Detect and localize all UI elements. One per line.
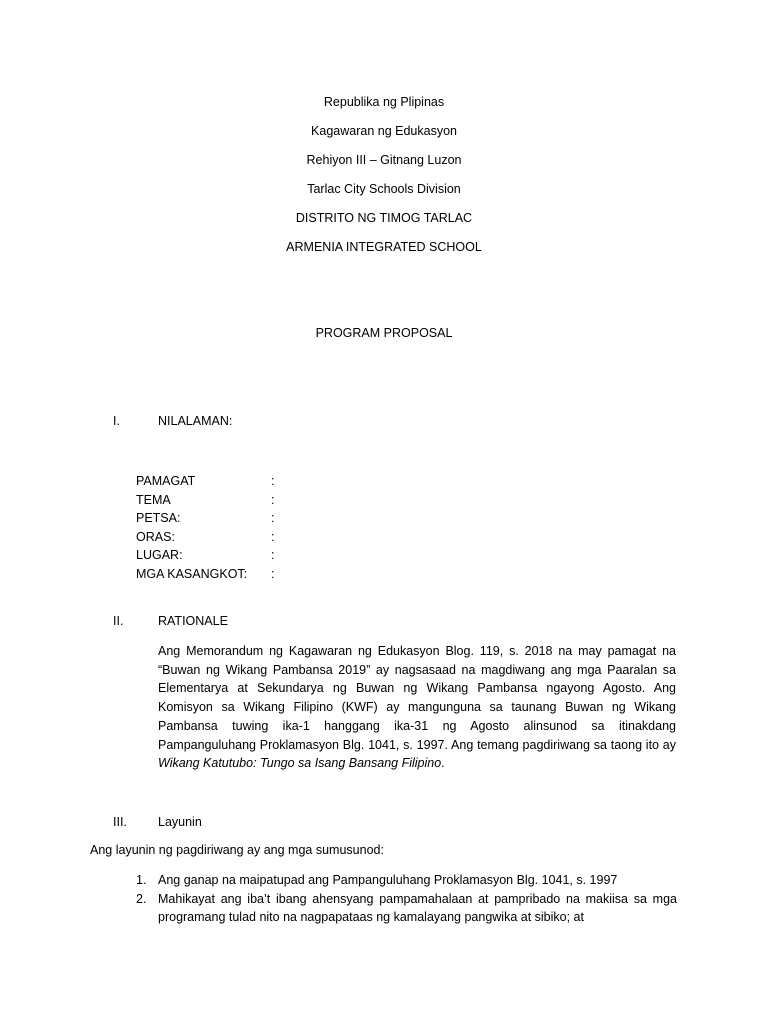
section-2-number: II. (113, 614, 124, 628)
rationale-body: Ang Memorandum ng Kagawaran ng Edukasyon Blog. 119, s. 2018 na may pamagat na “Buwan ng Wikang Pambansa 2019” ay nagsasaad na magdiwang ang mga Paaralan sa Elementarya at Sekundarya ng Buwan ng Wikang Pambansa ngayong Agosto. Ang Komisyon sa Wikang Filipino (KWF) ay mangunguna sa taunang Buwan ng Wikang Pambansa tuwing ika-1 hanggang ika-31 ng Agosto alinsunod sa itinakdang Pampanguluhang Proklamasyon Blg. 1041, s. 1997. Ang temang pagdiriwang sa taong ito ay (158, 644, 676, 752)
rationale-theme: Wikang Katutubo: Tungo sa Isang Bansang Filipino (158, 756, 442, 771)
header-school: ARMENIA INTEGRATED SCHOOL (286, 240, 482, 254)
list-item (136, 871, 677, 890)
field-row (136, 509, 296, 528)
header-division: Tarlac City Schools Division (307, 182, 461, 196)
field-row (136, 565, 296, 584)
section-3-title: Layunin (158, 815, 202, 829)
header-district: DISTRITO NG TIMOG TARLAC (295, 211, 473, 225)
field-row (136, 546, 296, 565)
section-1-number: I. (113, 414, 120, 428)
list-item-text: Ang ganap na maipatupad ang Pampanguluhang Proklamasyon Blg. 1041, s. 1997 (158, 873, 618, 887)
objectives-intro: Ang layunin ng pagdiriwang ay ang mga sumusunod: (90, 843, 384, 857)
field-colon: : (271, 492, 275, 507)
field-row (136, 491, 296, 510)
field-label: PETSA: (136, 511, 181, 526)
list-item-number: 1. (136, 873, 147, 887)
section-2-title: RATIONALE (158, 614, 228, 628)
header-region: Rehiyon III – Gitnang Luzon (306, 153, 462, 167)
list-item-number: 2. (136, 891, 147, 906)
field-label: PAMAGAT (136, 474, 196, 488)
objectives-list (136, 871, 677, 927)
rationale-period: . (441, 756, 445, 771)
section-1-title: NILALAMAN: (158, 414, 233, 428)
field-colon: : (271, 566, 275, 581)
field-colon: : (271, 511, 275, 526)
field-label: TEMA (136, 492, 171, 507)
header-department: Kagawaran ng Edukasyon (311, 124, 457, 138)
field-label: MGA KASANGKOT: (136, 566, 248, 581)
field-colon: : (271, 474, 275, 488)
details-fields (136, 472, 296, 584)
section-3-number: III. (113, 815, 127, 829)
list-item (136, 890, 677, 927)
header-country: Republika ng Plipinas (323, 95, 445, 109)
field-row (136, 472, 296, 491)
field-label: ORAS: (136, 529, 175, 544)
field-row (136, 528, 296, 547)
field-label: LUGAR: (136, 548, 183, 563)
document-title: PROGRAM PROPOSAL (315, 326, 453, 340)
field-colon: : (271, 548, 275, 563)
list-item-text: Mahikayat ang iba’t ibang ahensyang pampamahalaan at pampribado na makiisa sa mga programang tulad nito na nagpapataas ng kamalayang pangwika at sibiko; at (158, 891, 677, 925)
rationale-paragraph (158, 642, 676, 773)
field-colon: : (271, 529, 275, 544)
letterhead (0, 88, 768, 262)
